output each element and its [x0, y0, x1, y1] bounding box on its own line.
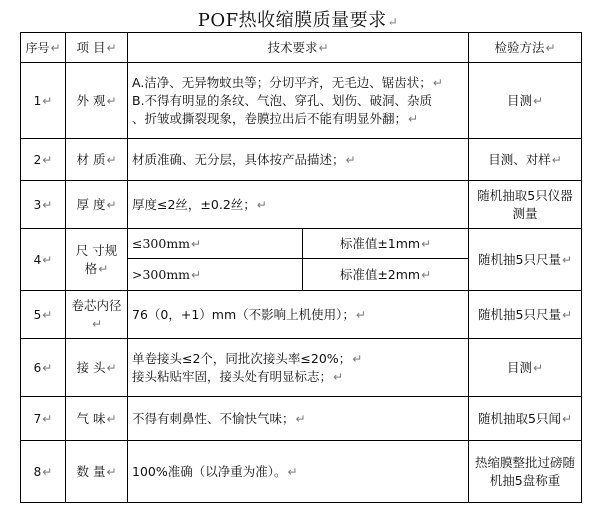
requirement-line: 单卷接头≤2个，同批次接头率≤20%；↵: [132, 350, 363, 366]
table-row: [21, 441, 582, 503]
size-condition: ≤300mm↵: [128, 229, 303, 259]
row-item: 外 观↵: [66, 63, 128, 139]
row-method: 随机抽取5只仪器测量: [469, 181, 582, 229]
requirement-line: A.洁净、无异物蚊虫等；分切平齐，无毛边、锯齿状；↵: [132, 74, 443, 90]
row-requirement: 不得有刺鼻性、不愉快气味；↵: [128, 397, 469, 441]
row-no: 5↵: [21, 291, 66, 339]
row-no: 8↵: [21, 441, 66, 503]
header-method: 检验方法↵: [469, 33, 582, 63]
row-no: 1↵: [21, 63, 66, 139]
row-no: 4↵: [21, 229, 66, 291]
requirement-line: 接头粘贴牢固，接头处有明显标志；↵: [132, 368, 344, 384]
row-item: 数 量↵: [66, 441, 128, 503]
row-method: 随机抽5只尺量↵: [469, 229, 582, 291]
row-no: 3↵: [21, 181, 66, 229]
row-method: 随机抽5只尺量↵: [469, 291, 582, 339]
table-row: [21, 63, 582, 139]
row-method: 目测↵: [469, 63, 582, 139]
row-method: 目测、对样↵: [469, 139, 582, 181]
row-method: 目测↵: [469, 339, 582, 397]
row-item: 接 头↵: [66, 339, 128, 397]
row-no: 7↵: [21, 397, 66, 441]
table-row: [21, 339, 582, 397]
table-row: [21, 397, 582, 441]
row-requirement: [128, 339, 469, 397]
row-item: 材 质↵: [66, 139, 128, 181]
row-no: 6↵: [21, 339, 66, 397]
row-item: 尺 寸规 格↵: [66, 229, 128, 291]
size-standard: 标准值±2mm↵: [303, 259, 469, 291]
document-title: POF热收缩膜质量要求↵: [197, 10, 399, 31]
size-standard: 标准值±1mm↵: [303, 229, 469, 259]
quality-requirements-table: [20, 32, 582, 503]
row-item: 卷芯内径↵: [66, 291, 128, 339]
size-condition: >300mm↵: [128, 259, 303, 291]
table-row: [21, 229, 582, 259]
row-requirement: 材质准确、无分层，具体按产品描述；↵: [128, 139, 469, 181]
row-method: 热缩膜整批过磅随机抽5盘称重: [469, 441, 582, 503]
requirement-line: 、折皱或撕裂现象，卷膜拉出后不能有明显外翻；↵: [132, 110, 419, 126]
row-item: 气 味↵: [66, 397, 128, 441]
requirement-line: B.不得有明显的条纹、气泡、穿孔、划伤、破洞、杂质: [132, 92, 433, 108]
header-item: 项 目↵: [66, 33, 128, 63]
row-no: 2↵: [21, 139, 66, 181]
row-requirement: 100%准确（以净重为准）。↵: [128, 441, 469, 503]
header-no: 序号↵: [21, 33, 66, 63]
row-item: 厚 度↵: [66, 181, 128, 229]
row-method: 随机抽取5只闻↵: [469, 397, 582, 441]
row-requirement: [128, 63, 469, 139]
table-row: [21, 139, 582, 181]
row-requirement: 76（0，+1）mm（不影响上机使用）；↵: [128, 291, 469, 339]
header-requirement: 技术要求↵: [128, 33, 469, 63]
table-row: [21, 291, 582, 339]
table-row: [21, 181, 582, 229]
table-header-row: [21, 33, 582, 63]
row-requirement: 厚度≤2丝，±0.2丝；↵: [128, 181, 469, 229]
